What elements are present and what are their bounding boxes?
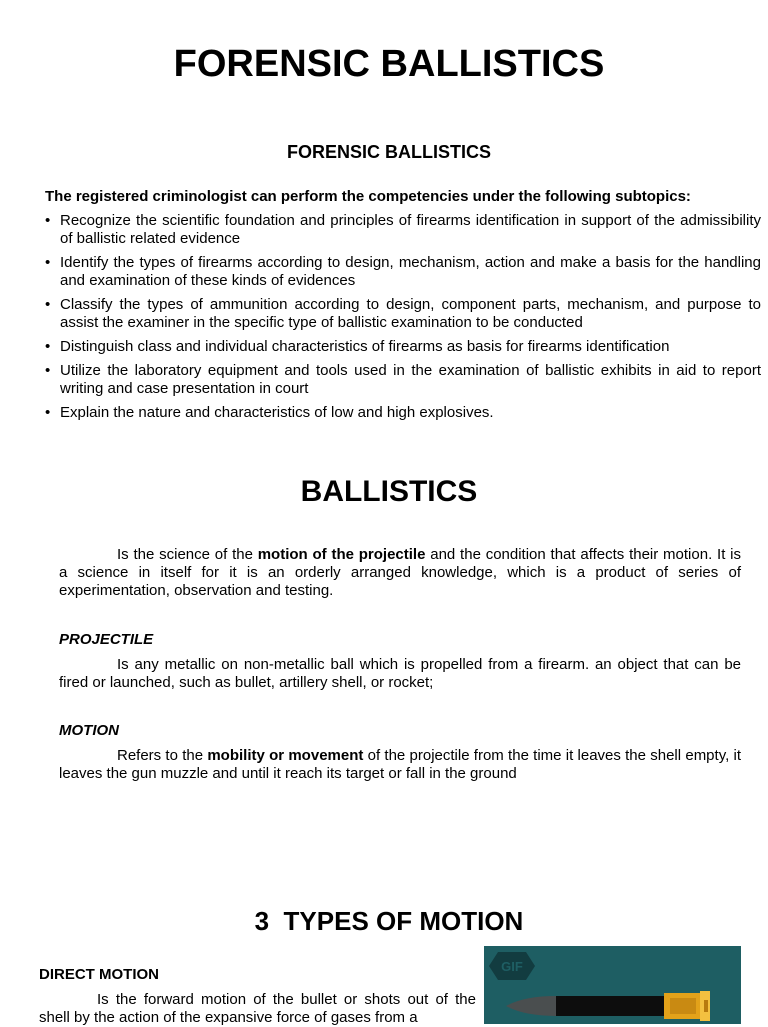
gif-badge-label: GIF <box>501 959 523 974</box>
list-item <box>45 296 761 332</box>
list-item-text: Utilize the laboratory equipment and tools used in the examination of ballistic exhibits in aid to report writing and case presentation in court <box>60 362 761 397</box>
ballistics-heading: BALLISTICS <box>300 475 478 508</box>
list-item <box>45 254 761 290</box>
page-title: FORENSIC BALLISTICS <box>173 43 605 85</box>
motion-definition: Refers to the mobility or movement of the projectile from the time it leaves the shell empty, it leaves the gun muzzle and until it reach its target or fall in the ground <box>59 747 742 782</box>
section-subtitle: FORENSIC BALLISTICS <box>286 142 491 162</box>
bullet-icon: • <box>45 404 51 421</box>
bullet-animation-gif <box>484 946 741 1024</box>
list-item-text: Identify the types of firearms according to design, mechanism, action and make a basis for the handling and examination of these kinds of evidences <box>60 254 761 289</box>
projectile-definition: Is any metallic on non-metallic ball which is propelled from a firearm. an object that can be fired or launched, such as bullet, artillery shell, or rocket; <box>59 656 741 691</box>
list-item-text: Classify the types of ammunition according to design, component parts, mechanism, and purpose to assist the examiner in the specific type of ballistic examination to be conducted <box>60 296 761 331</box>
competency-list <box>45 212 761 428</box>
list-item <box>45 338 761 356</box>
emphasis: motion of the projectile <box>257 546 426 563</box>
types-of-motion-heading: 3 TYPES OF MOTION <box>254 906 524 936</box>
bullet-cartridge-icon <box>484 946 741 1024</box>
bullet-icon: • <box>45 362 51 379</box>
projectile-term: PROJECTILE <box>59 631 154 648</box>
list-item-text: Recognize the scientific foundation and principles of firearms identification in support of the admissibility of ballistic related evidence <box>60 212 761 247</box>
bullet-icon: • <box>45 338 51 355</box>
direct-motion-definition: Is the forward motion of the bullet or shots out of the shell by the action of the expansive force of gases from a <box>39 991 476 1026</box>
bullet-icon: • <box>45 296 51 313</box>
emphasis: mobility or movement <box>207 747 364 764</box>
bullet-icon: • <box>45 254 51 271</box>
list-item <box>45 404 761 422</box>
direct-motion-heading: DIRECT MOTION <box>39 966 159 983</box>
list-item-text: Distinguish class and individual characteristics of firearms as basis for firearms identification <box>60 338 670 355</box>
motion-term: MOTION <box>59 722 119 739</box>
ballistics-definition: Is the science of the motion of the projectile and the condition that affects their motion. It is a science in itself for it is an orderly arranged knowledge, which is a product of series of experimentation, observation and testing. <box>59 546 741 599</box>
list-item <box>45 212 761 248</box>
bullet-icon: • <box>45 212 51 229</box>
competencies-intro: The registered criminologist can perform the competencies under the following subtopics: <box>45 188 691 205</box>
list-item-text: Explain the nature and characteristics of low and high explosives. <box>60 404 494 421</box>
list-item <box>45 362 761 398</box>
